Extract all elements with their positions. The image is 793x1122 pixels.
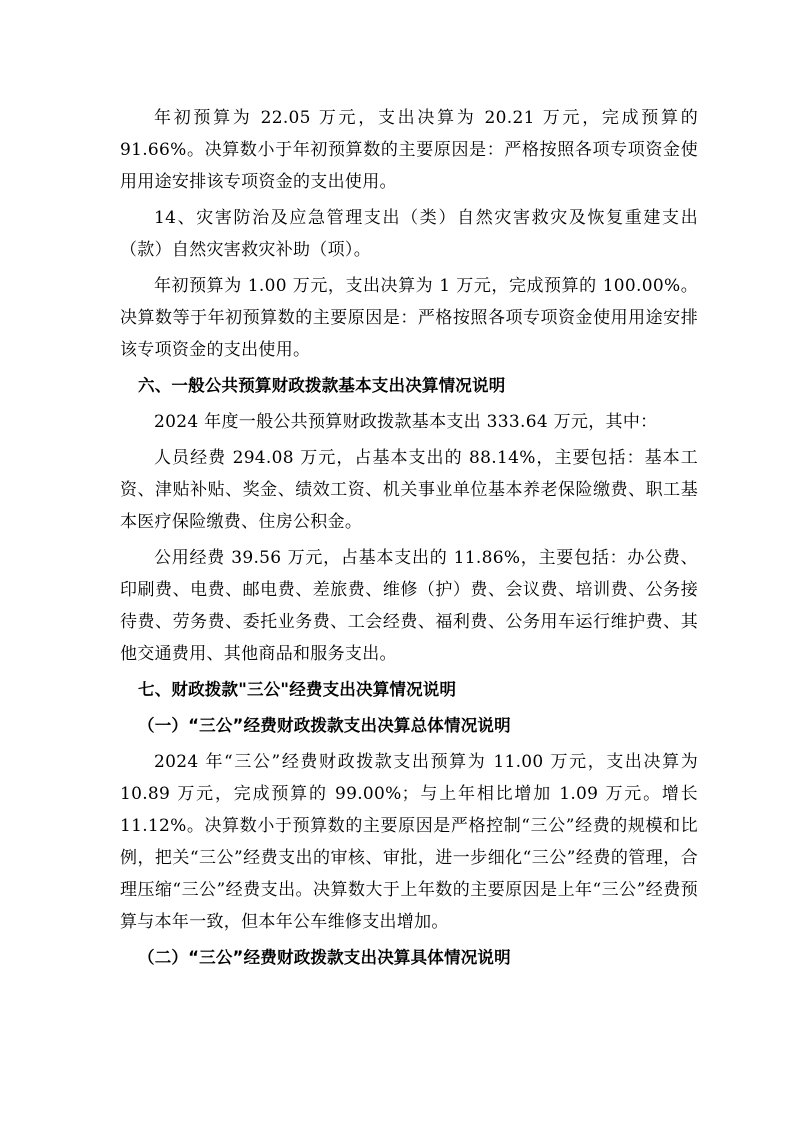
heading-section-7-2: （二）“三公”经费财政拨款支出决算具体情况说明 xyxy=(138,948,511,967)
heading-section-6: 六、一般公共预算财政拨款基本支出决算情况说明 xyxy=(138,376,506,395)
paragraph-budget-item-14-title: 14、灾害防治及应急管理支出（类）自然灾害救灾及恢复重建支出（款）自然灾害救灾补助（项）。 xyxy=(120,208,698,260)
heading-section-7: 七、财政拨款"三公"经费支出决算情况说明 xyxy=(138,680,457,699)
paragraph-three-public-overview: 2024 年“三公”经费财政拨款支出预算为 11.00 万元，支出决算为 10.89 万元，完成预算的 99.00%；与上年相比增加 1.09 万元。增长 11.12%。决算数小于预算数的主要原因是严格控制“三公”经费的规模和比例，把关“三公”经费支出的审核、审批，进一步细化“三公”经费的管理，合理压缩“三公”经费支出。决算数大于上年数的主要原因是上年“三公”经费预算与本年一致，但本年公车维修支出增加。 xyxy=(120,752,698,932)
paragraph-budget-item-14-detail: 年初预算为 1.00 万元，支出决算为 1 万元，完成预算的 100.00%。决算数等于年初预算数的主要原因是：严格按照各项专项资金使用用途安排该专项资金的支出使用。 xyxy=(120,276,698,360)
paragraph-public-expenses: 公用经费 39.56 万元，占基本支出的 11.86%，主要包括：办公费、印刷费、电费、邮电费、差旅费、维修（护）费、会议费、培训费、公务接待费、劳务费、委托业务费、工会经费、福利费、公务用车运行维护费、其他交通费用、其他商品和服务支出。 xyxy=(120,548,698,664)
paragraph-personnel-expenses: 人员经费 294.08 万元，占基本支出的 88.14%，主要包括：基本工资、津贴补贴、奖金、绩效工资、机关事业单位基本养老保险缴费、职工基本医疗保险缴费、住房公积金。 xyxy=(120,448,698,532)
paragraph-basic-expenditure-total: 2024 年度一般公共预算财政拨款基本支出 333.64 万元，其中： xyxy=(154,412,658,432)
paragraph-budget-item-13-detail: 年初预算为 22.05 万元，支出决算为 20.21 万元，完成预算的 91.66%。决算数小于年初预算数的主要原因是：严格按照各项专项资金使用用途安排该专项资金的支出使用。 xyxy=(120,108,698,192)
document-body xyxy=(120,102,698,974)
heading-section-7-1: （一）“三公”经费财政拨款支出决算总体情况说明 xyxy=(138,716,511,735)
